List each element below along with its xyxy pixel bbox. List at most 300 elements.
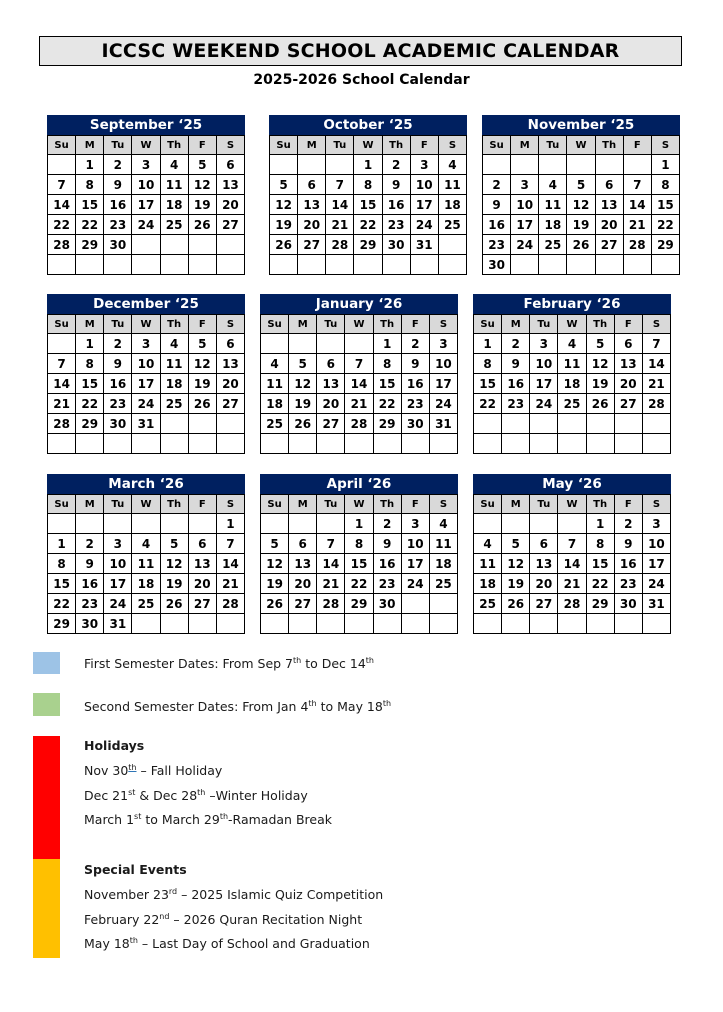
day-cell: 26 <box>567 235 595 255</box>
day-cell <box>502 514 530 534</box>
day-cell <box>642 434 670 454</box>
week-row <box>270 235 467 255</box>
day-cell: 7 <box>345 354 373 374</box>
first-semester-swatch <box>33 652 60 674</box>
day-cell <box>48 155 76 175</box>
day-cell <box>289 514 317 534</box>
day-cell: 14 <box>558 554 586 574</box>
legend-sup: st <box>128 788 136 797</box>
day-cell: 6 <box>188 534 216 554</box>
legend-text-part: -Ramadan Break <box>228 812 332 828</box>
day-cell: 3 <box>429 334 457 354</box>
day-cell: 20 <box>317 394 345 414</box>
day-cell: 19 <box>289 394 317 414</box>
day-cell <box>401 594 429 614</box>
day-cell: 7 <box>216 534 244 554</box>
weekday-header-row <box>474 315 671 334</box>
day-cell <box>132 235 160 255</box>
week-row <box>474 554 671 574</box>
day-cell: 4 <box>429 514 457 534</box>
weekday-header: W <box>132 315 160 334</box>
day-cell: 28 <box>48 414 76 434</box>
day-cell: 22 <box>474 394 502 414</box>
weekday-header-row <box>261 495 458 514</box>
day-cell: 11 <box>160 354 188 374</box>
day-cell <box>132 255 160 275</box>
day-cell: 14 <box>48 195 76 215</box>
week-row <box>261 594 458 614</box>
day-cell: 8 <box>354 175 382 195</box>
weekday-header: Su <box>474 495 502 514</box>
day-cell: 7 <box>623 175 651 195</box>
week-row <box>474 534 671 554</box>
day-cell: 20 <box>530 574 558 594</box>
day-cell: 4 <box>474 534 502 554</box>
day-cell: 18 <box>438 195 466 215</box>
weekday-header: F <box>188 136 216 155</box>
day-cell: 20 <box>216 374 244 394</box>
week-row <box>261 394 458 414</box>
legend-text-part: February 22 <box>84 912 160 928</box>
month-calendar <box>473 474 671 634</box>
week-row <box>48 255 245 275</box>
day-cell: 18 <box>474 574 502 594</box>
day-cell: 25 <box>160 215 188 235</box>
legend-sup: th <box>197 788 206 797</box>
day-cell: 5 <box>502 534 530 554</box>
day-cell: 22 <box>373 394 401 414</box>
weekday-header: Tu <box>539 136 567 155</box>
day-cell <box>261 614 289 634</box>
day-cell: 6 <box>614 334 642 354</box>
day-cell: 12 <box>160 554 188 574</box>
day-cell: 18 <box>429 554 457 574</box>
day-cell: 12 <box>502 554 530 574</box>
day-cell: 14 <box>216 554 244 574</box>
day-cell: 21 <box>317 574 345 594</box>
day-cell: 27 <box>298 235 326 255</box>
day-cell: 12 <box>261 554 289 574</box>
day-cell <box>502 614 530 634</box>
month-title: April ‘26 <box>260 474 458 494</box>
day-cell: 9 <box>502 354 530 374</box>
day-cell: 6 <box>530 534 558 554</box>
day-cell <box>474 414 502 434</box>
week-row <box>48 594 245 614</box>
day-cell: 10 <box>642 534 670 554</box>
day-cell: 12 <box>289 374 317 394</box>
week-row <box>261 554 458 574</box>
weekday-header: M <box>289 495 317 514</box>
day-cell: 15 <box>474 374 502 394</box>
weekday-header: S <box>642 495 670 514</box>
day-cell: 24 <box>642 574 670 594</box>
month-table <box>482 135 680 275</box>
legend-text-part: First Semester Dates: From Sep 7 <box>84 656 293 672</box>
day-cell: 28 <box>216 594 244 614</box>
day-cell: 3 <box>511 175 539 195</box>
weekday-header: F <box>614 495 642 514</box>
day-cell <box>483 155 511 175</box>
weekday-header: Th <box>373 315 401 334</box>
week-row <box>474 614 671 634</box>
day-cell: 12 <box>270 195 298 215</box>
day-cell <box>270 255 298 275</box>
day-cell <box>474 434 502 454</box>
legend-sup: th <box>382 699 392 708</box>
weekday-header: Tu <box>104 315 132 334</box>
day-cell <box>48 434 76 454</box>
day-cell: 14 <box>317 554 345 574</box>
month-title: January ‘26 <box>260 294 458 314</box>
day-cell <box>586 614 614 634</box>
day-cell <box>160 434 188 454</box>
week-row <box>474 594 671 614</box>
day-cell: 14 <box>642 354 670 374</box>
month-table <box>47 135 245 275</box>
day-cell: 6 <box>298 175 326 195</box>
day-cell <box>261 434 289 454</box>
day-cell <box>76 434 104 454</box>
month-table <box>269 135 467 275</box>
day-cell <box>132 514 160 534</box>
weekday-header: Su <box>48 495 76 514</box>
day-cell: 19 <box>567 215 595 235</box>
week-row <box>483 215 680 235</box>
day-cell: 1 <box>586 514 614 534</box>
day-cell: 18 <box>160 374 188 394</box>
weekday-header: S <box>216 315 244 334</box>
week-row <box>48 554 245 574</box>
day-cell <box>438 235 466 255</box>
day-cell <box>502 414 530 434</box>
day-cell <box>132 614 160 634</box>
month-title: September ‘25 <box>47 115 245 135</box>
day-cell: 21 <box>216 574 244 594</box>
day-cell <box>289 334 317 354</box>
day-cell <box>48 514 76 534</box>
day-cell: 2 <box>76 534 104 554</box>
day-cell: 2 <box>483 175 511 195</box>
day-cell: 21 <box>345 394 373 414</box>
day-cell: 22 <box>76 215 104 235</box>
month-title: February ‘26 <box>473 294 671 314</box>
day-cell <box>261 334 289 354</box>
day-cell: 30 <box>483 255 511 275</box>
day-cell: 9 <box>401 354 429 374</box>
weekday-header-row <box>270 136 467 155</box>
week-row <box>48 155 245 175</box>
weekday-header: Su <box>474 315 502 334</box>
day-cell <box>614 614 642 634</box>
day-cell: 7 <box>48 175 76 195</box>
day-cell: 10 <box>132 354 160 374</box>
day-cell: 19 <box>502 574 530 594</box>
day-cell <box>410 255 438 275</box>
second-semester-swatch <box>33 693 60 716</box>
week-row <box>48 614 245 634</box>
legend-text-part: –Winter Holiday <box>205 788 308 804</box>
day-cell: 19 <box>261 574 289 594</box>
day-cell: 7 <box>558 534 586 554</box>
day-cell: 6 <box>595 175 623 195</box>
day-cell <box>511 255 539 275</box>
day-cell <box>614 414 642 434</box>
day-cell <box>188 614 216 634</box>
day-cell: 11 <box>438 175 466 195</box>
weekday-header: M <box>502 495 530 514</box>
day-cell: 15 <box>373 374 401 394</box>
day-cell: 1 <box>345 514 373 534</box>
day-cell: 28 <box>558 594 586 614</box>
weekday-header: Tu <box>317 495 345 514</box>
day-cell: 13 <box>317 374 345 394</box>
week-row <box>474 414 671 434</box>
day-cell: 31 <box>642 594 670 614</box>
week-row <box>483 155 680 175</box>
day-cell: 10 <box>429 354 457 374</box>
weekday-header-row <box>261 315 458 334</box>
weekday-header: Su <box>48 315 76 334</box>
day-cell: 23 <box>373 574 401 594</box>
day-cell: 10 <box>132 175 160 195</box>
weekday-header: F <box>188 315 216 334</box>
day-cell: 14 <box>326 195 354 215</box>
weekday-header: F <box>401 315 429 334</box>
month-title: May ‘26 <box>473 474 671 494</box>
week-row <box>483 195 680 215</box>
day-cell: 9 <box>104 175 132 195</box>
day-cell: 16 <box>382 195 410 215</box>
day-cell: 19 <box>188 195 216 215</box>
day-cell: 16 <box>104 195 132 215</box>
day-cell: 23 <box>614 574 642 594</box>
day-cell: 18 <box>132 574 160 594</box>
day-cell <box>48 255 76 275</box>
day-cell: 7 <box>642 334 670 354</box>
day-cell: 26 <box>188 394 216 414</box>
day-cell: 1 <box>216 514 244 534</box>
week-row <box>270 155 467 175</box>
day-cell <box>345 334 373 354</box>
day-cell: 19 <box>270 215 298 235</box>
day-cell: 27 <box>530 594 558 614</box>
day-cell: 9 <box>76 554 104 574</box>
month-title: October ‘25 <box>269 115 467 135</box>
day-cell <box>401 434 429 454</box>
legend-sup: nd <box>159 912 170 921</box>
day-cell: 8 <box>651 175 679 195</box>
legend-sup: th <box>308 699 317 708</box>
day-cell: 28 <box>623 235 651 255</box>
page-title: ICCSC WEEKEND SCHOOL ACADEMIC CALENDAR <box>39 36 682 66</box>
day-cell: 5 <box>270 175 298 195</box>
day-cell <box>160 414 188 434</box>
week-row <box>270 195 467 215</box>
day-cell <box>558 614 586 634</box>
day-cell: 22 <box>48 594 76 614</box>
day-cell: 29 <box>354 235 382 255</box>
day-cell <box>216 255 244 275</box>
legend-sup: rd <box>168 887 178 896</box>
holiday-item-fall <box>84 763 222 778</box>
special-events-swatch <box>33 859 60 958</box>
day-cell <box>289 434 317 454</box>
day-cell: 8 <box>474 354 502 374</box>
week-row <box>48 354 245 374</box>
weekday-header: F <box>614 315 642 334</box>
day-cell: 21 <box>623 215 651 235</box>
day-cell <box>298 155 326 175</box>
weekday-header: F <box>188 495 216 514</box>
legend-text-part: – Fall Holiday <box>136 763 223 779</box>
day-cell <box>317 514 345 534</box>
day-cell: 30 <box>382 235 410 255</box>
day-cell: 10 <box>410 175 438 195</box>
day-cell: 27 <box>216 215 244 235</box>
day-cell <box>160 514 188 534</box>
day-cell: 25 <box>132 594 160 614</box>
day-cell <box>586 414 614 434</box>
legend-sup: th <box>365 656 375 665</box>
legend-text-part: – 2026 Quran Recitation Night <box>169 912 363 928</box>
weekday-header: Th <box>382 136 410 155</box>
day-cell: 24 <box>401 574 429 594</box>
day-cell <box>188 514 216 534</box>
day-cell: 24 <box>410 215 438 235</box>
day-cell: 4 <box>261 354 289 374</box>
week-row <box>261 534 458 554</box>
week-row <box>48 574 245 594</box>
legend-text-part: to May 18 <box>316 699 383 715</box>
legend-text-part: & Dec 28 <box>135 788 198 804</box>
weekday-header: W <box>345 315 373 334</box>
day-cell <box>104 255 132 275</box>
month-table <box>473 494 671 634</box>
day-cell: 8 <box>76 354 104 374</box>
holiday-item-winter <box>84 788 308 803</box>
weekday-header: Th <box>595 136 623 155</box>
day-cell: 7 <box>48 354 76 374</box>
day-cell: 5 <box>261 534 289 554</box>
day-cell <box>429 594 457 614</box>
day-cell: 12 <box>188 354 216 374</box>
day-cell <box>382 255 410 275</box>
day-cell: 6 <box>216 334 244 354</box>
day-cell <box>614 434 642 454</box>
month-title: November ‘25 <box>482 115 680 135</box>
day-cell: 20 <box>289 574 317 594</box>
day-cell: 25 <box>558 394 586 414</box>
day-cell: 29 <box>76 414 104 434</box>
weekday-header: F <box>401 495 429 514</box>
day-cell: 26 <box>270 235 298 255</box>
day-cell <box>48 334 76 354</box>
day-cell: 22 <box>354 215 382 235</box>
day-cell: 6 <box>289 534 317 554</box>
day-cell: 1 <box>474 334 502 354</box>
day-cell: 2 <box>614 514 642 534</box>
special-events-heading: Special Events <box>84 862 187 877</box>
week-row <box>270 175 467 195</box>
month-title: March ‘26 <box>47 474 245 494</box>
day-cell: 1 <box>76 334 104 354</box>
legend-text-part: November 23 <box>84 887 169 903</box>
week-row <box>261 414 458 434</box>
weekday-header-row <box>483 136 680 155</box>
day-cell: 29 <box>48 614 76 634</box>
day-cell: 13 <box>298 195 326 215</box>
day-cell <box>373 614 401 634</box>
day-cell: 9 <box>483 195 511 215</box>
weekday-header: M <box>76 495 104 514</box>
weekday-header: Th <box>586 495 614 514</box>
day-cell: 23 <box>382 215 410 235</box>
week-row <box>261 374 458 394</box>
weekday-header-row <box>48 315 245 334</box>
week-row <box>474 434 671 454</box>
day-cell: 23 <box>104 215 132 235</box>
day-cell: 24 <box>511 235 539 255</box>
day-cell: 4 <box>160 155 188 175</box>
day-cell: 25 <box>261 414 289 434</box>
day-cell: 17 <box>530 374 558 394</box>
month-calendar <box>473 294 671 454</box>
day-cell: 3 <box>132 334 160 354</box>
week-row <box>261 354 458 374</box>
day-cell: 16 <box>76 574 104 594</box>
day-cell: 5 <box>188 155 216 175</box>
weekday-header: Su <box>261 495 289 514</box>
day-cell: 16 <box>483 215 511 235</box>
day-cell: 1 <box>354 155 382 175</box>
day-cell: 16 <box>401 374 429 394</box>
week-row <box>48 374 245 394</box>
day-cell: 9 <box>614 534 642 554</box>
week-row <box>474 354 671 374</box>
month-calendar <box>47 115 245 275</box>
legend-text-part: May 18 <box>84 936 130 952</box>
weekday-header: W <box>354 136 382 155</box>
day-cell: 13 <box>530 554 558 574</box>
day-cell <box>345 614 373 634</box>
day-cell <box>511 155 539 175</box>
holiday-item-ramadan <box>84 812 332 827</box>
day-cell: 17 <box>104 574 132 594</box>
legend-sup: th <box>128 763 137 772</box>
day-cell: 23 <box>401 394 429 414</box>
day-cell: 11 <box>539 195 567 215</box>
weekday-header: W <box>132 495 160 514</box>
day-cell: 25 <box>474 594 502 614</box>
weekday-header: Su <box>48 136 76 155</box>
weekday-header: S <box>429 315 457 334</box>
day-cell: 16 <box>502 374 530 394</box>
day-cell <box>642 414 670 434</box>
legend-text-part: to Dec 14 <box>301 656 366 672</box>
month-table <box>473 314 671 454</box>
day-cell: 25 <box>160 394 188 414</box>
day-cell <box>298 255 326 275</box>
week-row <box>48 195 245 215</box>
day-cell: 27 <box>289 594 317 614</box>
weekday-header: Su <box>261 315 289 334</box>
day-cell: 26 <box>160 594 188 614</box>
day-cell: 18 <box>160 195 188 215</box>
day-cell: 3 <box>104 534 132 554</box>
day-cell: 17 <box>429 374 457 394</box>
day-cell: 14 <box>48 374 76 394</box>
